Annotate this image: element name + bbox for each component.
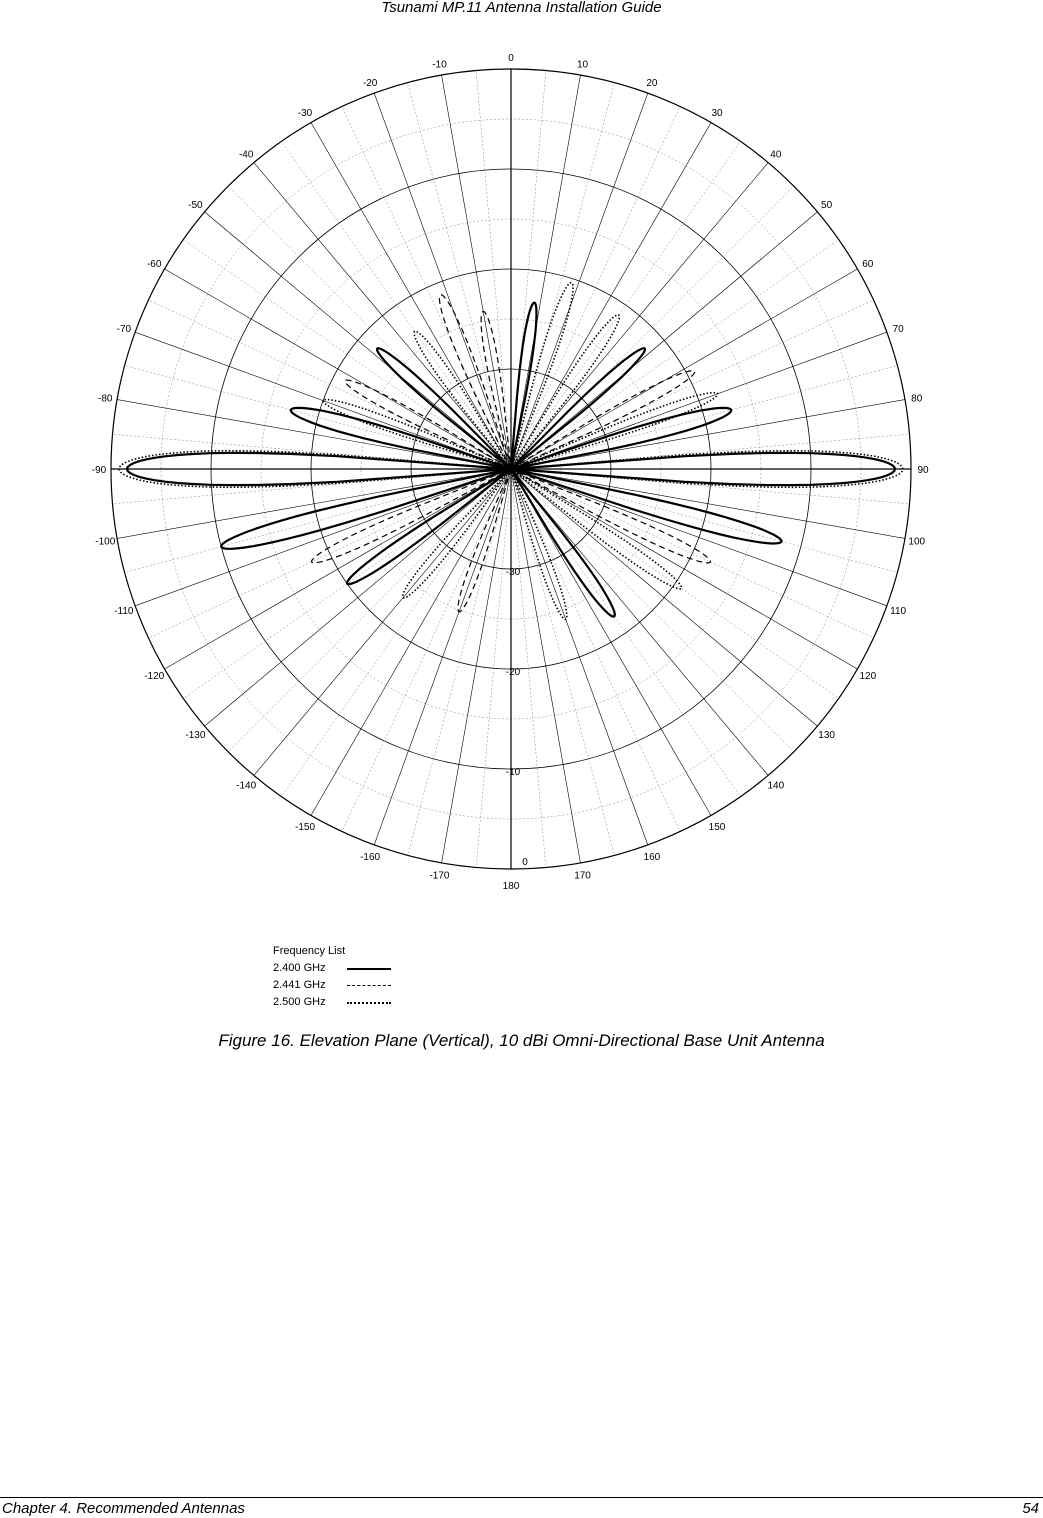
grid-spoke: [511, 469, 857, 669]
grid-spoke: [125, 365, 511, 469]
legend-label: 2.400 GHz: [273, 962, 326, 974]
polar-pattern-chart: [0, 40, 1043, 910]
grid-spoke: [254, 469, 511, 775]
lobe-series-2: [511, 283, 573, 469]
angle-label: 40: [770, 149, 782, 161]
angle-label: 100: [908, 536, 926, 548]
angle-label: 170: [574, 870, 591, 882]
footer-chapter: Chapter 4. Recommended Antennas: [2, 1500, 245, 1517]
grid-spoke: [511, 469, 817, 726]
angle-label: 10: [576, 59, 589, 71]
angle-label: 50: [821, 200, 833, 212]
angle-label: -100: [95, 536, 116, 548]
footer-page-number: 54: [1022, 1500, 1039, 1517]
lobe-series-0: [221, 469, 511, 549]
grid-spoke: [117, 469, 511, 538]
angle-label: -150: [294, 821, 316, 833]
angle-label: 20: [646, 77, 658, 89]
grid-spoke: [311, 123, 511, 469]
legend-title: Frequency List: [273, 945, 346, 957]
angle-label: -20: [362, 77, 378, 89]
page-header: [0, 0, 1043, 16]
grid-spoke: [511, 469, 897, 573]
angle-label: -170: [429, 870, 450, 882]
angle-label: -30: [297, 108, 313, 120]
page-footer: [0, 1497, 1043, 1517]
grid-spoke: [511, 469, 648, 845]
legend-swatch-dotted: [347, 1002, 391, 1004]
angle-label-bottom: 180: [502, 881, 520, 892]
angle-label: -60: [146, 259, 162, 270]
angle-label: -40: [238, 149, 254, 161]
grid-spoke: [254, 163, 511, 469]
legend-item: [273, 977, 391, 994]
grid-spoke: [511, 123, 711, 469]
angle-label: 30: [711, 108, 723, 120]
angle-label: -70: [116, 324, 132, 336]
angle-label: 80: [911, 393, 923, 405]
angle-label: 150: [708, 821, 726, 833]
grid-spoke: [165, 269, 511, 469]
grid-spoke: [205, 469, 511, 726]
grid-spoke: [165, 469, 511, 669]
angle-label: -90: [91, 465, 107, 476]
angle-label-top: 0: [508, 53, 514, 64]
grid-spoke: [135, 332, 511, 469]
grid-spoke: [511, 332, 887, 469]
grid-spoke: [311, 469, 511, 815]
frequency-legend: [273, 943, 391, 1011]
angle-label: 140: [767, 780, 785, 792]
grid-spoke: [511, 469, 615, 855]
lobe-series-1: [511, 371, 695, 469]
grid-spoke: [205, 212, 511, 469]
legend-label: 2.500 GHz: [273, 996, 326, 1008]
legend-item: [273, 960, 391, 977]
angle-label: 110: [890, 605, 907, 617]
radial-label: -20: [505, 667, 521, 678]
grid-spoke: [442, 469, 511, 863]
grid-spoke: [342, 469, 511, 832]
header-title: Tsunami MP.11 Antenna Installation Guide: [381, 0, 662, 16]
grid-spoke: [511, 469, 887, 606]
angle-label: -50: [188, 200, 203, 212]
angle-label: -130: [185, 729, 206, 741]
lobe-series-0: [511, 303, 537, 469]
grid-spoke: [511, 212, 817, 469]
angle-label-bottom-zero: 0: [522, 857, 528, 868]
lobe-series-1: [481, 311, 511, 469]
angle-label: 90: [917, 465, 929, 476]
angle-label: 160: [643, 852, 661, 864]
radial-label: -30: [505, 567, 521, 578]
angle-label: 60: [862, 259, 874, 270]
grid-spoke: [407, 83, 511, 469]
legend-label: 2.441 GHz: [273, 979, 326, 991]
grid-spoke: [511, 469, 905, 538]
figure-caption: Figure 16. Elevation Plane (Vertical), 10 dBi Omni-Directional Base Unit Antenna: [218, 1031, 825, 1050]
legend-swatch-dashed: [347, 985, 391, 986]
angle-label: -10: [432, 59, 447, 71]
grid-spoke: [511, 469, 680, 832]
angle-label: -140: [236, 780, 257, 792]
legend-swatch-solid: [347, 968, 391, 970]
angle-label: -110: [114, 605, 134, 617]
angle-label: -80: [98, 393, 113, 405]
grid-spoke: [511, 469, 768, 775]
grid-spoke: [511, 269, 857, 469]
legend-item: [273, 994, 391, 1011]
angle-label: 120: [859, 671, 877, 682]
angle-label: -160: [360, 852, 381, 864]
grid-spoke: [135, 469, 511, 606]
grid-spoke: [511, 469, 874, 638]
grid-spoke: [374, 469, 511, 845]
radial-label: -10: [505, 767, 521, 778]
angle-label: 130: [818, 729, 835, 741]
angle-label: 70: [892, 324, 904, 336]
angle-label: -120: [144, 671, 165, 682]
grid-spoke: [511, 163, 768, 469]
grid-spoke: [511, 469, 711, 815]
grid-spoke: [476, 71, 511, 469]
